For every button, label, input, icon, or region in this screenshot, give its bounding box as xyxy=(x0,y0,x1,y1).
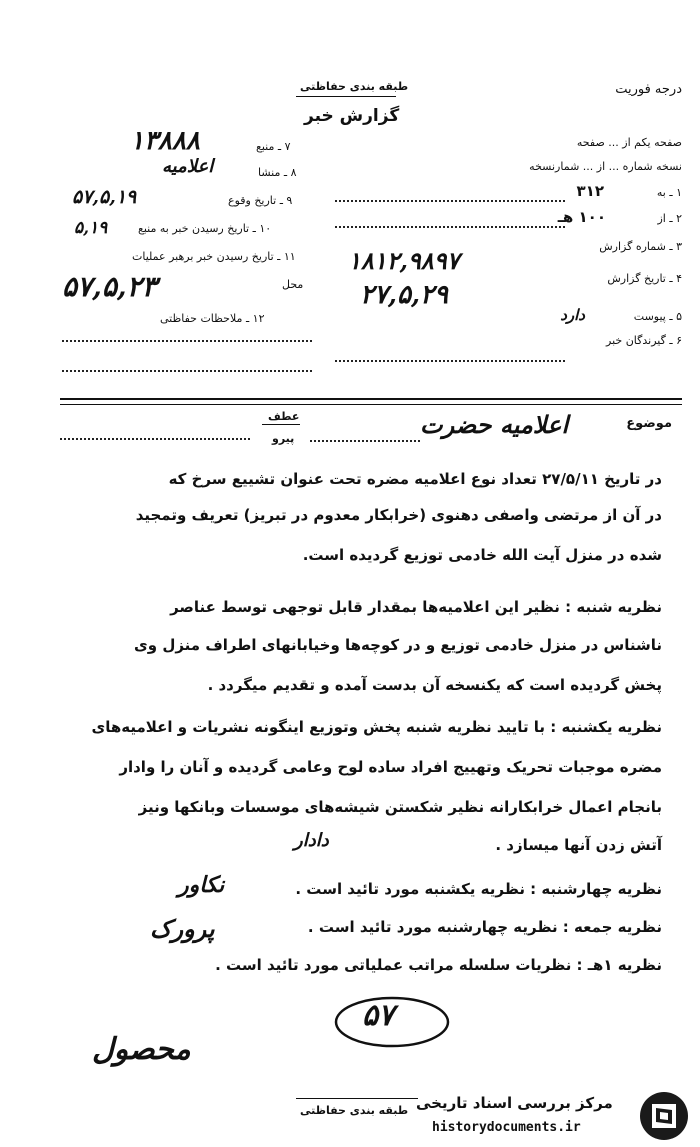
handwritten-note: محصول xyxy=(92,1032,191,1067)
left-field-value-handwritten: ۵۷,۵,۱۹ xyxy=(72,186,137,208)
header-rule xyxy=(296,96,396,97)
priority-label: درجه فوریت xyxy=(615,82,682,97)
report-title: گزارش خبر xyxy=(304,106,400,126)
left-field-label: ۹ ـ تاریخ وقوع xyxy=(228,194,293,207)
subject-value-handwritten: اعلامیه حضرت xyxy=(420,410,569,439)
opinion-line: نظریه جمعه : نظریه چهارشنبه مورد تائید است . xyxy=(307,918,662,936)
opinion-line: نظریه ۱هـ : نظریات سلسله مراتب عملیاتی مورد تائید است . xyxy=(215,956,662,974)
right-field-label: صفحه یکم از ... صفحه xyxy=(576,136,682,149)
right-field-label: ۲ ـ از xyxy=(657,212,682,225)
left-field-value-handwritten: ۵,۱۹ xyxy=(74,218,108,238)
left-field-label: ۸ ـ منشا xyxy=(258,166,297,179)
field-dots xyxy=(62,340,312,342)
right-field-label: ۱ ـ به xyxy=(656,186,682,199)
field-dots xyxy=(335,200,565,202)
atf-rule xyxy=(262,424,300,425)
opinion-signature: نکاور xyxy=(178,872,225,898)
left-field-value-handwritten: ۱۳۸۸۸ xyxy=(130,126,200,156)
body-annotation-handwritten: دادار xyxy=(294,830,329,851)
right-field-value-handwritten: ۱۸۱۲,۹۸۹۷ xyxy=(348,246,460,275)
section-rule-thin xyxy=(60,404,682,405)
field-dots xyxy=(335,360,565,362)
subject-label: موضوع xyxy=(626,416,672,431)
body-line: نظریه یکشنبه : با تایید نظریه شنبه پخش وتوزیع اینگونه نشریات و اعلامیه‌های xyxy=(91,718,662,736)
right-field-value-handwritten: ۲۷,۵,۲۹ xyxy=(360,280,448,310)
right-field-label: ۵ ـ پیوست xyxy=(633,310,682,323)
right-field-value-handwritten: دارد xyxy=(560,306,585,324)
field-dots xyxy=(62,370,312,372)
circled-number-stamp xyxy=(330,990,460,1054)
right-field-value: ۱۰۰ هـ xyxy=(557,208,606,226)
right-field-label: ۴ ـ تاریخ گزارش xyxy=(607,272,682,285)
section-rule xyxy=(60,398,682,400)
right-field-value: ۳۱۲ xyxy=(576,182,604,200)
archive-logo-icon xyxy=(638,1088,694,1144)
left-field-label: ۷ ـ منبع xyxy=(256,140,291,153)
field-dots xyxy=(310,440,420,442)
watermark-title: مرکز بررسی اسناد تاریخی xyxy=(416,1094,613,1112)
atf-label: عطف xyxy=(268,410,300,423)
opinion-line: نظریه چهارشنبه : نظریه یکشنبه مورد تائید است . xyxy=(295,880,662,898)
body-line: مضره موجبات تحریک وتهییج افراد ساده لوح وعامی گردیده و آنان را وادار xyxy=(119,758,662,776)
body-line: شده در منزل آیت الله خادمی توزیع گردیده است. xyxy=(302,546,662,564)
right-field-label: ۳ ـ شماره گزارش xyxy=(599,240,682,253)
left-field-label: ۱۲ ـ ملاحظات حفاظتی xyxy=(160,312,265,325)
body-line: در آن از مرتضی واصفی دهنوی (خرابکار معدوم در تبریز) تعریف وتمجید xyxy=(135,506,662,524)
watermark-url: historydocuments.ir xyxy=(432,1120,581,1135)
body-line: آتش زدن آنها میسازد . xyxy=(495,836,662,854)
left-field-label: ۱۰ ـ تاریخ رسیدن خبر به منبع xyxy=(138,222,272,235)
field-dots xyxy=(335,226,565,228)
right-field-label: نسخه شماره ... از ... شمارنسخه xyxy=(529,160,682,173)
body-line: نظریه شنبه : نظیر این اعلامیه‌ها بمقدار قابل توجهی توسط عناصر xyxy=(170,598,662,616)
right-field-label: ۶ ـ گیرندگان خبر xyxy=(606,334,682,347)
left-field-value-handwritten: ۵۷,۵,۲۳ xyxy=(62,270,157,303)
left-field-value-handwritten: اعلامیه xyxy=(162,156,214,177)
body-line: در تاریخ ۲۷/۵/۱۱ تعداد نوع اعلامیه مضره تحت عنوان تشییع سرخ که xyxy=(168,470,662,488)
body-line: بانجام اعمال خرابکارانه نظیر شکستن شیشه‌های موسسات وبانکها ونیز xyxy=(138,798,662,816)
footer-rule xyxy=(296,1098,418,1099)
peyro-label: پیرو xyxy=(272,432,295,445)
security-level-top: طبقه بندی حفاظتی xyxy=(300,80,409,93)
left-field-label: محل xyxy=(282,278,304,291)
left-field-label: ۱۱ ـ تاریخ رسیدن خبر برهبر عملیات xyxy=(132,250,296,263)
field-dots xyxy=(60,438,250,440)
opinion-signature: پرورک xyxy=(150,914,215,943)
body-line: ناشناس در منزل خادمی توزیع و در کوچه‌ها وخیابانهای اطراف منزل وی xyxy=(134,636,662,654)
circled-number: ۵۷ xyxy=(362,998,395,1033)
security-level-bottom: طبقه بندی حفاظتی xyxy=(300,1104,409,1117)
body-line: پخش گردیده است که یکنسخه آن بدست آمده و تقدیم میگردد . xyxy=(207,676,662,694)
